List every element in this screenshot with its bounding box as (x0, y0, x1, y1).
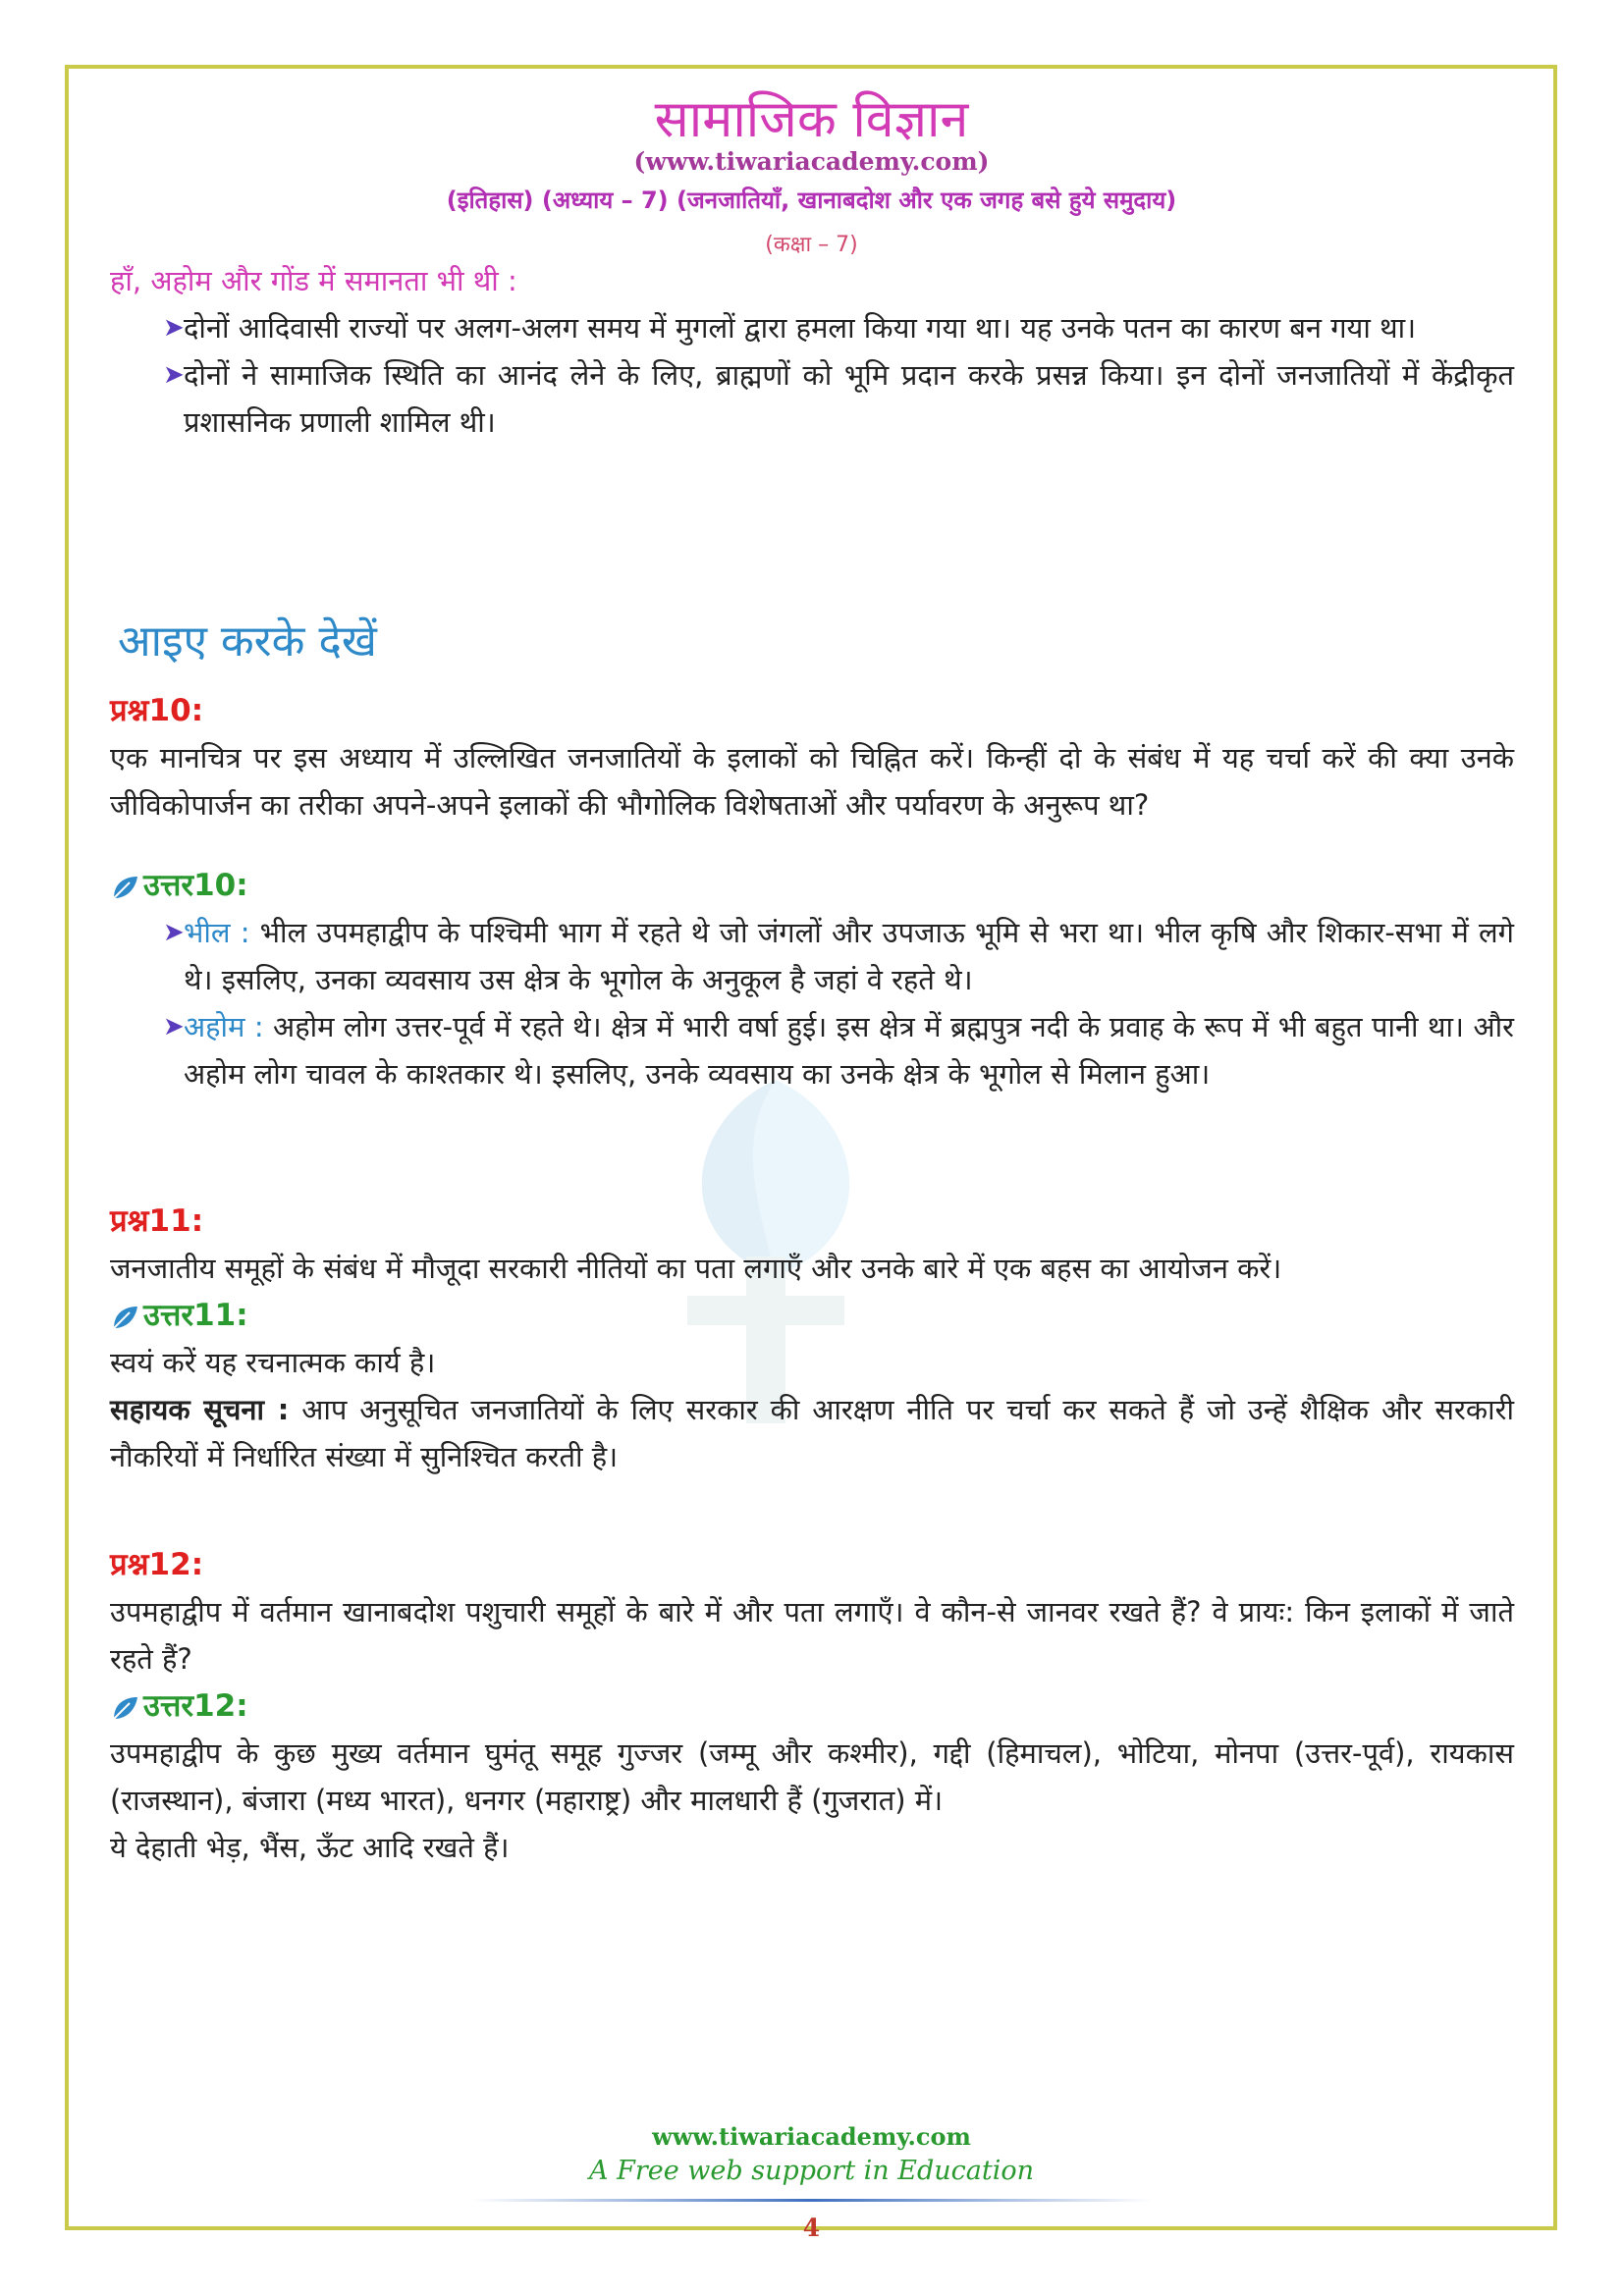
page-title: सामाजिक विज्ञान (654, 90, 969, 149)
question-text: उपमहाद्वीप में वर्तमान खानाबदोश पशुचारी समूहों के बारे में और पता लगाएँ। वे कौन-से जानवर रखते हैं? वे प्रायः: किन इलाकों में जाते रहते हैं? (110, 1595, 1514, 1676)
leaf-icon (110, 873, 139, 902)
question-10 (110, 687, 1514, 1097)
chapter-title: (इतिहास) (अध्याय – 7) (जनजातियाँ, खानाबदोश और एक जगह बसे हुये समुदाय) (446, 187, 1177, 214)
question-label: प्रश्न10: (110, 693, 204, 728)
arrow-bullet-icon: ➤ (163, 313, 185, 343)
footer-site-link[interactable]: www.tiwariacademy.com (652, 2122, 971, 2151)
hint-text: सहायक सूचना : आप अनुसूचित जनजातियों के लिए सरकार की आरक्षण नीति पर चर्चा कर सकते हैं जो उन्हें शैक्षिक और सरकारी नौकरियों में निर्धारित संख्या में सुनिश्चित करती है। (110, 1393, 1514, 1473)
list-item: ➤ दोनों ने सामाजिक स्थिति का आनंद लेने के लिए, ब्राह्मणों को भूमि प्रदान करके प्रसन्न किया। इन दोनों जनजातियों में केंद्रीकृत प्रशासनिक प्रणाली शामिल थी। (110, 351, 1514, 446)
answer-label: उत्तर10: (110, 862, 1514, 909)
question-text: एक मानचित्र पर इस अध्याय में उल्लिखित जनजातियों के इलाकों को चिह्नित करें। किन्हीं दो के संबंध में यह चर्चा करें की क्या उनके जीविकोपार्जन का तरीका अपने-अपने इलाकों की भौगोलिक विशेषताओं और पर्यावरण के अनुरूप था? (110, 741, 1514, 822)
answer-text: स्वयं करें यह रचनात्मक कार्य है। (110, 1346, 436, 1379)
intro-heading: हाँ, अहोम और गोंड में समानता भी थी : (110, 264, 517, 297)
footer-tagline: A Free web support in Education (589, 2156, 1034, 2186)
answer-label: उत्तर11: (110, 1292, 1514, 1339)
page-number: 4 (802, 2214, 821, 2242)
answer-text: उपमहाद्वीप के कुछ मुख्य वर्तमान घुमंतू समूह गुज्जर (जम्मू और कश्मीर), गद्दी (हिमाचल), भोटिया, मोनपा (उत्तर-पूर्व), रायकास (राजस्थान), बंजारा (मध्य भारत), धनगर (महाराष्ट्र) और मालधारी हैं (गुजरात) में। (110, 1736, 1514, 1817)
list-item: ➤ भील : भील उपमहाद्वीप के पश्चिमी भाग में रहते थे जो जंगलों और उपजाऊ भूमि से भरा था। भील कृषि और शिकार-सभा में लगे थे। इसलिए, उनका व्यवसाय उस क्षेत्र के भूगोल के अनुकूल है जहां वे रहते थे। (110, 909, 1514, 1003)
list-item: ➤ दोनों आदिवासी राज्यों पर अलग-अलग समय में मुगलों द्वारा हमला किया गया था। यह उनके पतन का कारण बन गया था। (110, 304, 1514, 351)
question-text: जनजातीय समूहों के संबंध में मौजूदा सरकारी नीतियों का पता लगाएँ और उनके बारे में एक बहस का आयोजन करें। (110, 1252, 1282, 1285)
section-title: आइए करके देखें (118, 616, 377, 667)
arrow-bullet-icon: ➤ (163, 918, 185, 947)
leaf-icon (110, 1303, 139, 1332)
leaf-icon (110, 1693, 139, 1723)
answer-label: उत्तर12: (110, 1682, 1514, 1730)
footer-divider (471, 2199, 1152, 2202)
question-11 (110, 1198, 1514, 1480)
intro-section (110, 257, 1514, 446)
list-item: ➤ अहोम : अहोम लोग उत्तर-पूर्व में रहते थे। क्षेत्र में भारी वर्षा हुई। इस क्षेत्र में ब्रह्मपुत्र नदी के प्रवाह के रूप में भी बहुत पानी था। और अहोम लोग चावल के काश्तकार थे। इसलिए, उनके व्यवसाय का उनके क्षेत्र के भूगोल से मिलान हुआ। (110, 1003, 1514, 1097)
class-label: (कक्षा – 7) (765, 233, 858, 257)
arrow-bullet-icon: ➤ (163, 360, 185, 390)
question-12 (110, 1541, 1514, 1871)
header-site: (www.tiwariacademy.com) (633, 147, 990, 176)
question-label: प्रश्न12: (110, 1547, 204, 1582)
arrow-bullet-icon: ➤ (163, 1012, 185, 1041)
answer-text-2: ये देहाती भेड़, भैंस, ऊँट आदि रखते हैं। (110, 1831, 510, 1864)
question-label: प्रश्न11: (110, 1203, 204, 1239)
